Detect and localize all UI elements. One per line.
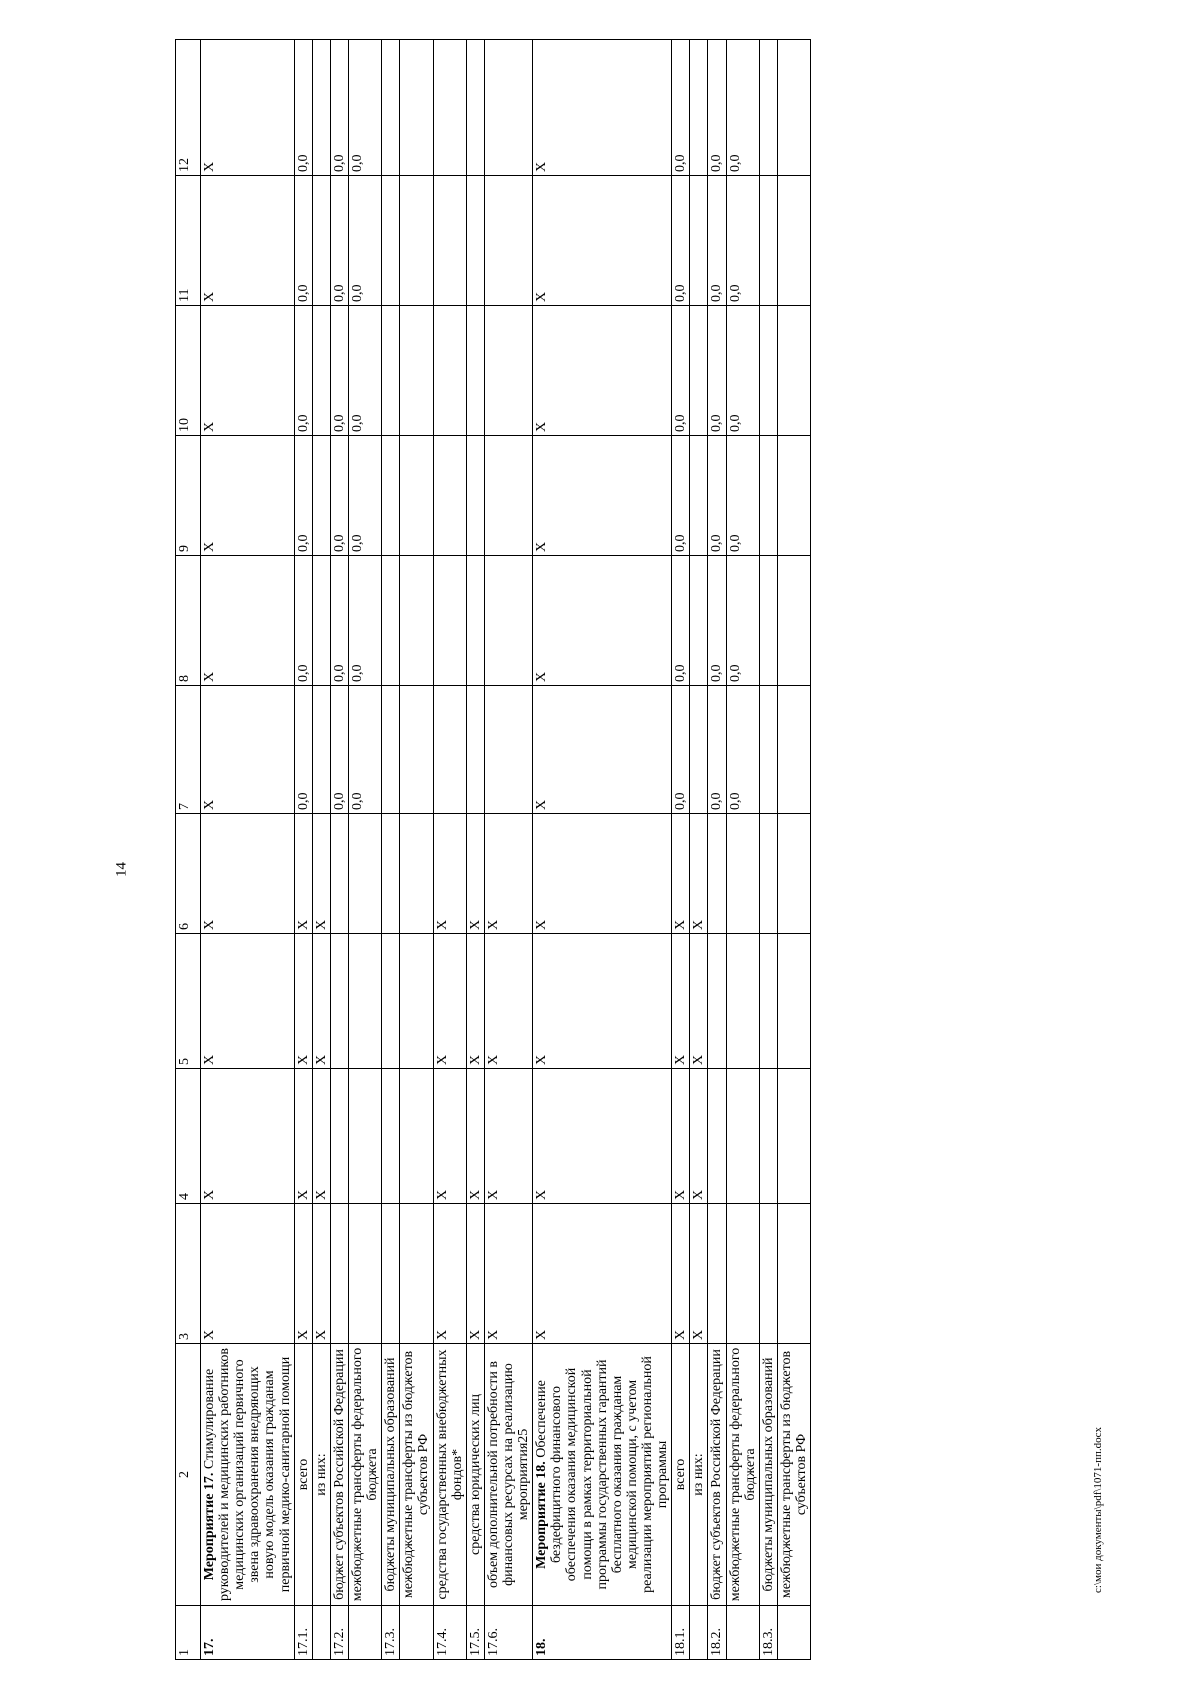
measure-description: Стимулирование руководителей и медицинских работников медицинских организаций первичного звена здравоохранения внедряющих новую модель оказания гражданам первичной медико-санитарной помощи xyxy=(202,1347,293,1602)
column-header: 8 xyxy=(176,556,201,686)
value-cell: X xyxy=(672,934,690,1069)
value-cell: X xyxy=(533,1069,672,1204)
value-cell xyxy=(382,176,400,306)
value-cell xyxy=(382,934,400,1069)
row-number: 17.3. xyxy=(382,1606,400,1660)
value-cell xyxy=(382,814,400,934)
value-cell xyxy=(708,1069,726,1204)
row-number xyxy=(312,1606,330,1660)
value-cell: 0,0 xyxy=(294,686,312,814)
row-number xyxy=(201,1606,295,1660)
column-header: 4 xyxy=(176,1069,201,1204)
row-description: средства государственных внебюджетных фондов* xyxy=(433,1344,466,1606)
value-cell xyxy=(433,176,466,306)
column-header: 1 xyxy=(176,1606,201,1660)
value-cell: X xyxy=(533,934,672,1069)
value-cell: 0,0 xyxy=(348,556,381,686)
row-description: межбюджетные трансферты из бюджетов субъектов РФ xyxy=(777,1344,810,1606)
value-cell: X xyxy=(484,1204,532,1344)
value-cell: X xyxy=(201,176,295,306)
value-cell xyxy=(382,306,400,436)
value-cell xyxy=(466,436,484,556)
row-description: межбюджетные трансферты из бюджетов субъектов РФ xyxy=(400,1344,433,1606)
column-header: 3 xyxy=(176,1204,201,1344)
row-description xyxy=(201,1344,295,1606)
row-description: межбюджетные трансферты федерального бюджета xyxy=(348,1344,381,1606)
value-cell: X xyxy=(201,306,295,436)
value-cell: 0,0 xyxy=(708,176,726,306)
value-cell xyxy=(348,934,381,1069)
value-cell: 0,0 xyxy=(726,40,759,176)
value-cell: 0,0 xyxy=(330,556,348,686)
value-cell: X xyxy=(433,934,466,1069)
value-cell xyxy=(759,814,777,934)
table-row xyxy=(726,40,759,1660)
value-cell xyxy=(433,40,466,176)
value-cell xyxy=(330,814,348,934)
value-cell: X xyxy=(466,814,484,934)
row-number xyxy=(726,1606,759,1660)
value-cell: X xyxy=(433,1069,466,1204)
value-cell: X xyxy=(433,1204,466,1344)
value-cell xyxy=(400,1069,433,1204)
value-cell: X xyxy=(533,436,672,556)
value-cell xyxy=(400,306,433,436)
value-cell xyxy=(433,436,466,556)
table-row xyxy=(201,40,295,1660)
value-cell xyxy=(382,40,400,176)
value-cell xyxy=(312,40,330,176)
table-row xyxy=(533,40,672,1660)
value-cell xyxy=(330,1204,348,1344)
value-cell: X xyxy=(466,934,484,1069)
value-cell: 0,0 xyxy=(708,686,726,814)
table-row xyxy=(348,40,381,1660)
value-cell: 0,0 xyxy=(348,436,381,556)
table-row xyxy=(400,40,433,1660)
value-cell: X xyxy=(690,1204,708,1344)
value-cell xyxy=(400,686,433,814)
row-number: 17.2. xyxy=(330,1606,348,1660)
financing-table xyxy=(175,39,811,1660)
row-number xyxy=(400,1606,433,1660)
value-cell xyxy=(466,40,484,176)
value-cell: 0,0 xyxy=(672,436,690,556)
value-cell: X xyxy=(533,556,672,686)
row-number: 17.4. xyxy=(433,1606,466,1660)
value-cell: X xyxy=(533,814,672,934)
value-cell: X xyxy=(201,556,295,686)
row-number: 18.3. xyxy=(759,1606,777,1660)
value-cell: 0,0 xyxy=(294,176,312,306)
value-cell: X xyxy=(466,1204,484,1344)
table-row xyxy=(708,40,726,1660)
value-cell xyxy=(759,934,777,1069)
value-cell xyxy=(382,1069,400,1204)
row-description: из них: xyxy=(690,1344,708,1606)
value-cell: X xyxy=(533,1204,672,1344)
value-cell xyxy=(759,556,777,686)
value-cell: X xyxy=(201,1069,295,1204)
value-cell xyxy=(777,686,810,814)
value-cell xyxy=(484,556,532,686)
value-cell xyxy=(726,934,759,1069)
value-cell: X xyxy=(294,934,312,1069)
row-number xyxy=(690,1606,708,1660)
row-number: 18.1. xyxy=(672,1606,690,1660)
value-cell: X xyxy=(672,814,690,934)
value-cell xyxy=(400,436,433,556)
value-cell: 0,0 xyxy=(294,306,312,436)
value-cell xyxy=(348,814,381,934)
value-cell xyxy=(330,934,348,1069)
value-cell xyxy=(382,436,400,556)
value-cell: X xyxy=(294,1204,312,1344)
value-cell xyxy=(777,1204,810,1344)
header-row xyxy=(176,40,201,1660)
value-cell: 0,0 xyxy=(294,40,312,176)
value-cell xyxy=(690,306,708,436)
value-cell xyxy=(759,1069,777,1204)
value-cell: 0,0 xyxy=(726,306,759,436)
value-cell xyxy=(759,686,777,814)
value-cell xyxy=(433,556,466,686)
table-row xyxy=(382,40,400,1660)
value-cell xyxy=(330,1069,348,1204)
value-cell xyxy=(690,176,708,306)
value-cell xyxy=(759,1204,777,1344)
value-cell xyxy=(484,40,532,176)
row-description: всего xyxy=(294,1344,312,1606)
row-number: 18.2. xyxy=(708,1606,726,1660)
value-cell xyxy=(400,814,433,934)
value-cell: X xyxy=(312,814,330,934)
row-description: бюджеты муниципальных образований xyxy=(382,1344,400,1606)
value-cell xyxy=(708,1204,726,1344)
value-cell: 0,0 xyxy=(672,556,690,686)
table-row xyxy=(672,40,690,1660)
column-header: 11 xyxy=(176,176,201,306)
row-description: объем дополнительной потребности в финансовых ресурсах на реализацию мероприятия25 xyxy=(484,1344,532,1606)
value-cell xyxy=(690,40,708,176)
value-cell xyxy=(433,306,466,436)
table-row xyxy=(759,40,777,1660)
row-number: 17.6. xyxy=(484,1606,532,1660)
column-header: 12 xyxy=(176,40,201,176)
value-cell: X xyxy=(201,814,295,934)
value-cell xyxy=(400,934,433,1069)
value-cell: X xyxy=(294,1069,312,1204)
value-cell xyxy=(726,1204,759,1344)
value-cell xyxy=(690,556,708,686)
column-header: 9 xyxy=(176,436,201,556)
value-cell: 0,0 xyxy=(330,176,348,306)
value-cell: X xyxy=(312,1069,330,1204)
value-cell: X xyxy=(672,1069,690,1204)
page-number: 14 xyxy=(113,862,130,878)
table-row xyxy=(484,40,532,1660)
value-cell xyxy=(777,176,810,306)
table-row xyxy=(312,40,330,1660)
value-cell: X xyxy=(690,1069,708,1204)
value-cell: X xyxy=(690,934,708,1069)
value-cell: X xyxy=(312,934,330,1069)
value-cell xyxy=(708,934,726,1069)
value-cell: 0,0 xyxy=(708,306,726,436)
row-description: бюджет субъектов Российской Федерации xyxy=(708,1344,726,1606)
value-cell xyxy=(777,436,810,556)
value-cell: X xyxy=(201,40,295,176)
value-cell xyxy=(312,306,330,436)
table-row xyxy=(294,40,312,1660)
column-header: 7 xyxy=(176,686,201,814)
value-cell: X xyxy=(533,176,672,306)
value-cell: X xyxy=(533,686,672,814)
value-cell: X xyxy=(201,436,295,556)
value-cell xyxy=(312,556,330,686)
value-cell: 0,0 xyxy=(330,40,348,176)
value-cell xyxy=(466,556,484,686)
value-cell: X xyxy=(466,1069,484,1204)
value-cell: X xyxy=(312,1204,330,1344)
value-cell xyxy=(466,176,484,306)
row-description: межбюджетные трансферты федерального бюджета xyxy=(726,1344,759,1606)
value-cell xyxy=(382,686,400,814)
value-cell: 0,0 xyxy=(330,306,348,436)
column-header: 2 xyxy=(176,1344,201,1606)
value-cell xyxy=(433,686,466,814)
value-cell: X xyxy=(484,814,532,934)
value-cell: X xyxy=(294,814,312,934)
value-cell xyxy=(726,814,759,934)
row-description: бюджет субъектов Российской Федерации xyxy=(330,1344,348,1606)
value-cell xyxy=(484,436,532,556)
value-cell: 0,0 xyxy=(726,556,759,686)
value-cell: X xyxy=(433,814,466,934)
row-number-text: 18. xyxy=(534,1638,550,1656)
measure-description: Обеспечение бездефицитного финансового обеспечения оказания медицинской помощи в рамках территориальной программы государственных гарантий бесплатного оказания гражданам медицинской помощи, с учетом реализации мероприятий региональной программы xyxy=(534,1356,671,1593)
value-cell: 0,0 xyxy=(348,686,381,814)
value-cell xyxy=(312,686,330,814)
value-cell xyxy=(777,1069,810,1204)
value-cell xyxy=(466,306,484,436)
value-cell xyxy=(400,556,433,686)
value-cell: 0,0 xyxy=(672,686,690,814)
table-row xyxy=(330,40,348,1660)
value-cell xyxy=(777,556,810,686)
rotated-table-container xyxy=(175,40,1025,1660)
value-cell: X xyxy=(484,934,532,1069)
value-cell xyxy=(484,176,532,306)
table-row xyxy=(690,40,708,1660)
table-row xyxy=(433,40,466,1660)
value-cell xyxy=(759,40,777,176)
value-cell xyxy=(348,1204,381,1344)
value-cell: X xyxy=(484,1069,532,1204)
row-number xyxy=(348,1606,381,1660)
value-cell: 0,0 xyxy=(726,176,759,306)
value-cell: 0,0 xyxy=(294,556,312,686)
value-cell xyxy=(777,814,810,934)
value-cell: 0,0 xyxy=(672,40,690,176)
row-description: бюджеты муниципальных образований xyxy=(759,1344,777,1606)
value-cell: 0,0 xyxy=(348,176,381,306)
table-row xyxy=(466,40,484,1660)
value-cell: 0,0 xyxy=(726,436,759,556)
column-header: 10 xyxy=(176,306,201,436)
row-number: 17.1. xyxy=(294,1606,312,1660)
value-cell xyxy=(382,1204,400,1344)
value-cell xyxy=(690,686,708,814)
value-cell xyxy=(484,306,532,436)
value-cell: 0,0 xyxy=(294,436,312,556)
table-row xyxy=(777,40,810,1660)
value-cell: 0,0 xyxy=(330,436,348,556)
value-cell xyxy=(400,40,433,176)
value-cell: 0,0 xyxy=(708,436,726,556)
value-cell xyxy=(726,1069,759,1204)
value-cell: X xyxy=(201,1204,295,1344)
value-cell: 0,0 xyxy=(708,556,726,686)
value-cell: X xyxy=(690,814,708,934)
value-cell xyxy=(690,436,708,556)
row-description: всего xyxy=(672,1344,690,1606)
value-cell: X xyxy=(201,934,295,1069)
row-description: средства юридических лиц xyxy=(466,1344,484,1606)
value-cell xyxy=(382,556,400,686)
value-cell: X xyxy=(201,686,295,814)
measure-title: Мероприятие 18. xyxy=(534,1461,550,1569)
value-cell xyxy=(777,934,810,1069)
value-cell: X xyxy=(672,1204,690,1344)
value-cell: 0,0 xyxy=(330,686,348,814)
value-cell xyxy=(484,686,532,814)
row-number: 17.5. xyxy=(466,1606,484,1660)
value-cell: 0,0 xyxy=(672,306,690,436)
row-number xyxy=(533,1606,672,1660)
row-number xyxy=(777,1606,810,1660)
column-header: 6 xyxy=(176,814,201,934)
value-cell xyxy=(759,306,777,436)
footer-file-path: c:\мои документы\pdf\1071-пп.docx xyxy=(1092,1427,1104,1594)
measure-title: Мероприятие 17. xyxy=(202,1472,217,1581)
value-cell: 0,0 xyxy=(708,40,726,176)
value-cell xyxy=(348,1069,381,1204)
value-cell: 0,0 xyxy=(672,176,690,306)
value-cell: 0,0 xyxy=(348,306,381,436)
value-cell xyxy=(400,176,433,306)
value-cell xyxy=(759,176,777,306)
value-cell: X xyxy=(533,40,672,176)
value-cell xyxy=(777,40,810,176)
value-cell xyxy=(312,436,330,556)
value-cell: X xyxy=(533,306,672,436)
value-cell xyxy=(400,1204,433,1344)
row-description: из них: xyxy=(312,1344,330,1606)
value-cell: 0,0 xyxy=(348,40,381,176)
value-cell xyxy=(777,306,810,436)
row-description xyxy=(533,1344,672,1606)
value-cell xyxy=(466,686,484,814)
row-number-text: 17. xyxy=(202,1638,217,1656)
value-cell xyxy=(708,814,726,934)
value-cell xyxy=(312,176,330,306)
value-cell xyxy=(759,436,777,556)
column-header: 5 xyxy=(176,934,201,1069)
value-cell: 0,0 xyxy=(726,686,759,814)
